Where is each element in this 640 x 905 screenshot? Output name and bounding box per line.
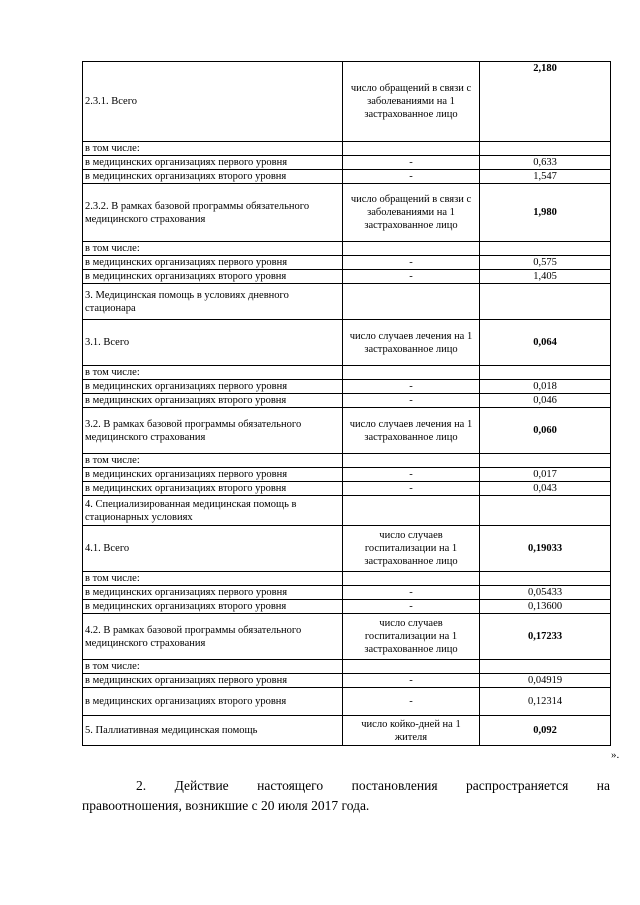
table-row	[83, 496, 611, 526]
row-value: 1,547	[480, 170, 611, 184]
table-row	[83, 408, 611, 454]
row-label: 4.2. В рамках базовой программы обязательного медицинского страхования	[83, 614, 343, 660]
row-value	[480, 142, 611, 156]
row-value: 0,092	[480, 716, 611, 746]
row-label: 4. Специализированная медицинская помощь в стационарных условиях	[83, 496, 343, 526]
table-row	[83, 660, 611, 674]
row-value: 0,043	[480, 482, 611, 496]
row-value: 2,180	[480, 62, 611, 142]
row-value	[480, 572, 611, 586]
row-label: 5. Паллиативная медицинская помощь	[83, 716, 343, 746]
row-unit	[343, 142, 480, 156]
table-row	[83, 170, 611, 184]
row-label: в медицинских организациях первого уровня	[83, 256, 343, 270]
row-label: 3.2. В рамках базовой программы обязательного медицинского страхования	[83, 408, 343, 454]
table-row	[83, 256, 611, 270]
row-unit	[343, 660, 480, 674]
row-value: 0,575	[480, 256, 611, 270]
row-unit	[343, 454, 480, 468]
table-row	[83, 320, 611, 366]
table-row	[83, 614, 611, 660]
row-unit: -	[343, 688, 480, 716]
row-label: в медицинских организациях второго уровня	[83, 482, 343, 496]
table-row	[83, 454, 611, 468]
row-value: 0,046	[480, 394, 611, 408]
row-label: в медицинских организациях второго уровня	[83, 600, 343, 614]
row-unit: -	[343, 600, 480, 614]
row-value: 0,017	[480, 468, 611, 482]
table-row	[83, 284, 611, 320]
row-unit: -	[343, 468, 480, 482]
row-value: 0,05433	[480, 586, 611, 600]
row-value	[480, 496, 611, 526]
row-value: 0,17233	[480, 614, 611, 660]
row-value	[480, 454, 611, 468]
row-value	[480, 366, 611, 380]
row-value: 0,060	[480, 408, 611, 454]
row-label: в медицинских организациях второго уровня	[83, 170, 343, 184]
row-label: в медицинских организациях второго уровня	[83, 688, 343, 716]
row-label: в медицинских организациях первого уровня	[83, 468, 343, 482]
row-unit: -	[343, 674, 480, 688]
row-value: 0,12314	[480, 688, 611, 716]
row-unit	[343, 496, 480, 526]
row-value: 0,018	[480, 380, 611, 394]
row-unit: число случаев лечения на 1 застрахованное лицо	[343, 320, 480, 366]
row-unit: число обращений в связи с заболеваниями на 1 застрахованное лицо	[343, 62, 480, 142]
table-row	[83, 380, 611, 394]
row-unit: -	[343, 270, 480, 284]
table-row	[83, 600, 611, 614]
indicators-table-body	[83, 62, 611, 746]
row-label: в том числе:	[83, 660, 343, 674]
footer-line-1: 2. Действие настоящего постановления распространяется на	[136, 778, 610, 793]
row-label: в медицинских организациях второго уровня	[83, 394, 343, 408]
row-value: 0,13600	[480, 600, 611, 614]
row-value	[480, 660, 611, 674]
footer-paragraph	[82, 776, 610, 816]
row-label: в том числе:	[83, 366, 343, 380]
table-row	[83, 366, 611, 380]
row-unit: -	[343, 170, 480, 184]
footer-line-2: правоотношения, возникшие с 20 июля 2017 года.	[82, 798, 370, 813]
row-label: 3. Медицинская помощь в условиях дневного стационара	[83, 284, 343, 320]
row-unit: число случаев госпитализации на 1 застрахованное лицо	[343, 614, 480, 660]
row-unit	[343, 366, 480, 380]
row-label: в медицинских организациях первого уровня	[83, 156, 343, 170]
row-unit: -	[343, 482, 480, 496]
row-value: 1,405	[480, 270, 611, 284]
row-label: в медицинских организациях второго уровня	[83, 270, 343, 284]
row-label: в том числе:	[83, 242, 343, 256]
row-unit: -	[343, 586, 480, 600]
table-row	[83, 526, 611, 572]
row-value: 1,980	[480, 184, 611, 242]
row-label: в том числе:	[83, 454, 343, 468]
row-unit: число случаев лечения на 1 застрахованное лицо	[343, 408, 480, 454]
row-unit: число случаев госпитализации на 1 застрахованное лицо	[343, 526, 480, 572]
table-row	[83, 572, 611, 586]
row-label: 3.1. Всего	[83, 320, 343, 366]
row-label: в том числе:	[83, 142, 343, 156]
row-label: в том числе:	[83, 572, 343, 586]
row-label: 4.1. Всего	[83, 526, 343, 572]
row-unit: число обращений в связи с заболеваниями на 1 застрахованное лицо	[343, 184, 480, 242]
row-value: 0,633	[480, 156, 611, 170]
row-label: 2.3.2. В рамках базовой программы обязательного медицинского страхования	[83, 184, 343, 242]
row-unit: -	[343, 156, 480, 170]
indicators-table	[82, 61, 611, 746]
row-unit	[343, 572, 480, 586]
row-value: 0,04919	[480, 674, 611, 688]
row-unit: -	[343, 380, 480, 394]
row-value: 0,19033	[480, 526, 611, 572]
row-value	[480, 284, 611, 320]
table-row	[83, 242, 611, 256]
table-row	[83, 716, 611, 746]
row-label: в медицинских организациях первого уровня	[83, 586, 343, 600]
table-row	[83, 674, 611, 688]
row-unit: -	[343, 256, 480, 270]
row-value	[480, 242, 611, 256]
table-row	[83, 482, 611, 496]
row-label: в медицинских организациях первого уровня	[83, 674, 343, 688]
table-row	[83, 156, 611, 170]
table-row	[83, 586, 611, 600]
row-unit: число койко-дней на 1 жителя	[343, 716, 480, 746]
row-unit	[343, 284, 480, 320]
row-value: 0,064	[480, 320, 611, 366]
table-row	[83, 688, 611, 716]
row-unit: -	[343, 394, 480, 408]
table-row	[83, 62, 611, 142]
row-label: 2.3.1. Всего	[83, 62, 343, 142]
row-unit	[343, 242, 480, 256]
row-label: в медицинских организациях первого уровня	[83, 380, 343, 394]
table-row	[83, 270, 611, 284]
table-row	[83, 468, 611, 482]
table-row	[83, 142, 611, 156]
table-row	[83, 394, 611, 408]
table-row	[83, 184, 611, 242]
closing-quote-mark: ».	[611, 749, 620, 761]
